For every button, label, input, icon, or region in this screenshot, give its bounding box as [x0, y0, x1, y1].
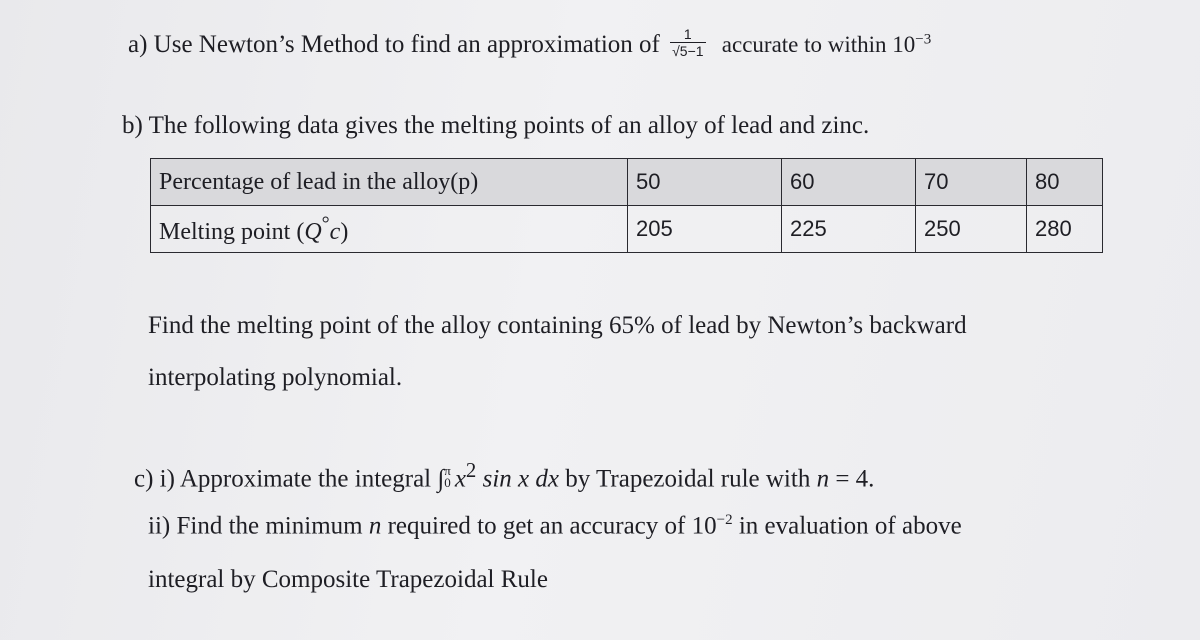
question-a-text: Use Newton’s Method to find an approximation of — [153, 31, 660, 59]
data-table — [150, 158, 1103, 253]
n-value: = 4. — [835, 465, 875, 493]
question-c-ii-post: in evaluation of above — [738, 512, 962, 540]
question-c-ii-text: ii) Find the minimum — [148, 512, 363, 540]
row-label-lead: Percentage of lead in the alloy(p) — [151, 159, 628, 206]
question-c-i — [134, 458, 874, 493]
table-row-lead — [151, 159, 1103, 206]
integrand-variable: x — [454, 465, 466, 493]
question-a — [128, 26, 932, 63]
question-b-intro: b) The following data gives the melting points of an alloy of lead and zinc. — [122, 112, 870, 139]
table-cell: 250 — [916, 206, 1027, 253]
question-b-task-line2: interpolating polynomial. — [148, 364, 403, 391]
question-c-ii-line2: integral by Composite Trapezoidal Rule — [148, 566, 548, 593]
n-variable: n — [368, 512, 382, 540]
table-cell: 205 — [628, 206, 782, 253]
n-variable: n — [816, 465, 830, 493]
label-unit: c — [329, 218, 341, 245]
lower-limit: 0 — [444, 474, 451, 490]
question-c-i-text: c) i) Approximate the integral — [134, 465, 432, 493]
question-c-i-method: by Trapezoidal rule with — [565, 465, 811, 493]
fraction-denominator: √5−1 — [672, 43, 704, 59]
question-a-label: a) — [128, 31, 148, 59]
row-label-melting — [151, 206, 628, 253]
question-a-tail — [722, 32, 931, 57]
table-cell: 70 — [916, 159, 1027, 206]
label-text: Melting point ( — [159, 218, 305, 245]
question-c-ii — [148, 512, 962, 540]
question-c-ii-mid: required to get an accuracy of 10 — [387, 512, 717, 540]
table-cell: 60 — [782, 159, 916, 206]
integrand-rest: sin x dx — [482, 465, 559, 493]
integrand-power: 2 — [465, 458, 477, 482]
fraction-numerator: 1 — [670, 26, 705, 43]
degree-sign: ° — [321, 212, 330, 235]
label-close: ) — [340, 218, 349, 245]
table-row-melting — [151, 206, 1103, 253]
integral-sign: ∫ — [437, 465, 445, 493]
upper-limit: π — [444, 462, 451, 478]
accuracy-exponent: −3 — [915, 31, 932, 48]
table-cell: 280 — [1027, 206, 1103, 253]
table-cell: 225 — [782, 206, 916, 253]
accuracy-text: accurate to within 10 — [721, 32, 916, 58]
label-symbol: Q — [304, 218, 322, 245]
question-b-task-line1: Find the melting point of the alloy containing 65% of lead by Newton’s backward — [148, 312, 967, 339]
integral-limits — [444, 462, 451, 490]
table-cell: 50 — [628, 159, 782, 206]
table-cell: 80 — [1027, 159, 1103, 206]
accuracy-exponent: −2 — [716, 512, 733, 528]
fraction — [670, 26, 705, 59]
